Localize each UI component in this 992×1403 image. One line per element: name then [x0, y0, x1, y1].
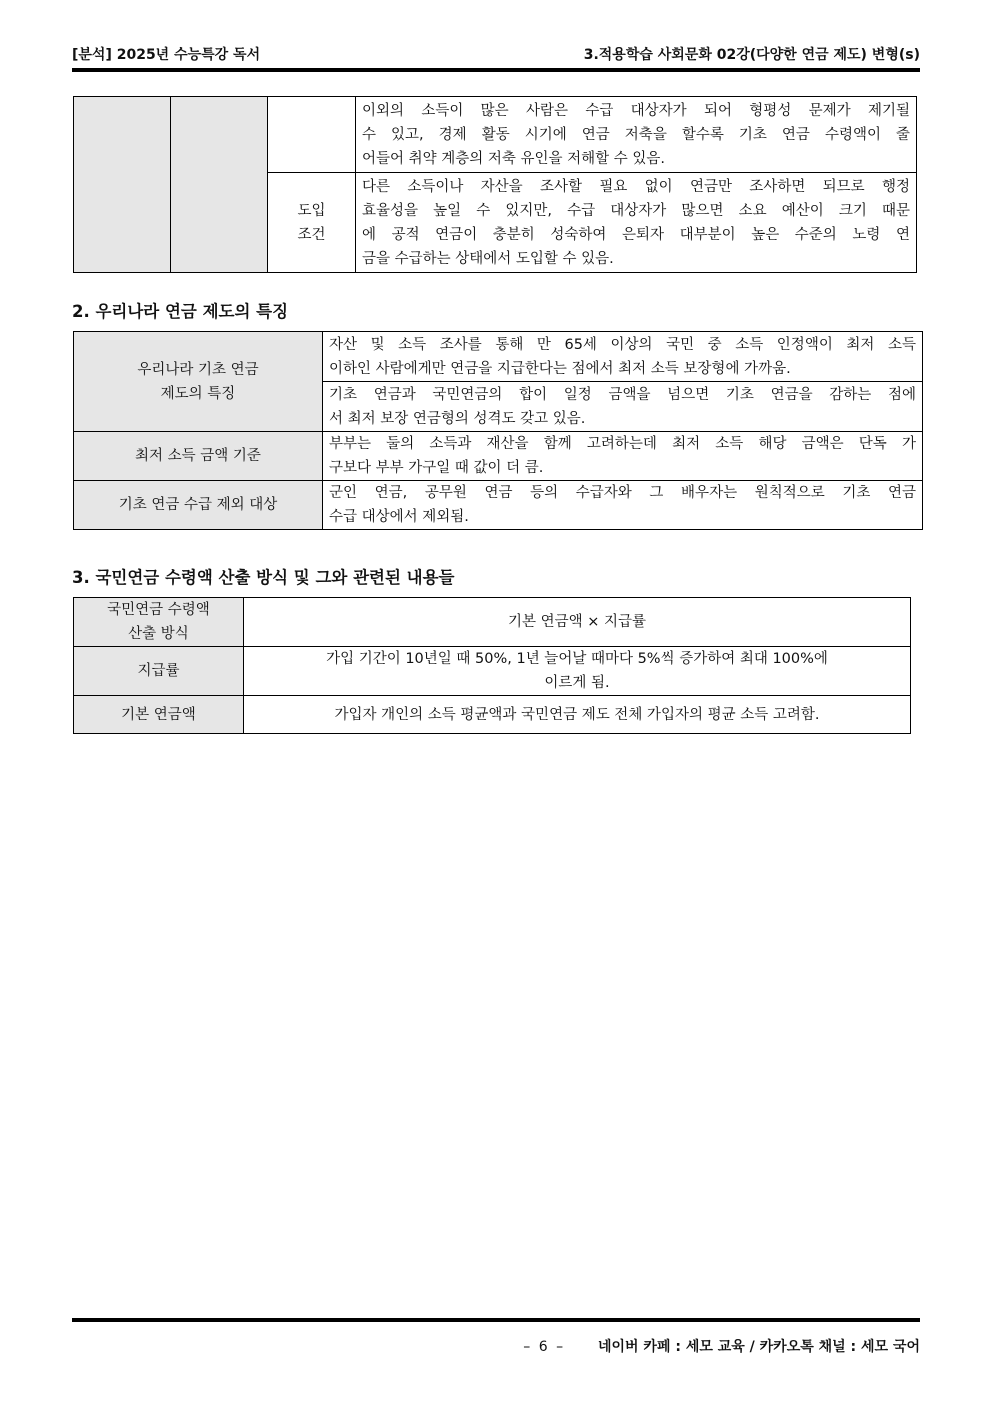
text-line: 수급 대상에서 제외됨.	[329, 509, 469, 525]
empty-cell-1	[74, 97, 171, 273]
table1-row1-text	[356, 97, 917, 173]
text-line: 어들어 취약 계층의 저축 유인을 저해할 수 있음.	[362, 150, 666, 167]
exclusion-target-text	[323, 481, 923, 530]
basic-amount-text: 가입자 개인의 소득 평균액과 국민연금 제도 전체 가입자의 평균 소득 고려함.	[244, 696, 911, 734]
text-line: 서 최저 보장 연금형의 성격도 갖고 있음.	[329, 410, 586, 427]
text-line: 군인 연금, 공무원 연금 등의 수급자와 그 배우자는 원칙적으로 기초 연금	[329, 485, 916, 501]
page-header	[72, 44, 920, 66]
empty-cell-2	[171, 97, 268, 273]
basic-amount-label: 기본 연금액	[74, 696, 244, 734]
basic-pension-feature-label: 우리나라 기초 연금 제도의 특징	[74, 332, 323, 432]
section3-title: 3. 국민연금 수령액 산출 방식 및 그와 관련된 내용들	[72, 568, 455, 587]
text-line: 효율성을 높일 수 있지만, 수급 대상자가 많으면 소요 예산이 크기 때문	[362, 202, 910, 219]
text-line: 수 있고, 경제 활동 시기에 연금 저축을 할수록 기초 연금 수령액이 줄	[362, 126, 910, 143]
continuation-table	[73, 96, 917, 273]
footer-rule	[72, 1318, 920, 1322]
text-line: 부부는 둘의 소득과 재산을 함께 고려하는데 최저 소득 해당 금액은 단독 가	[329, 436, 916, 452]
text-line: 금을 수급하는 상태에서 도입할 수 있음.	[362, 250, 614, 267]
header-right-title: 3.적용학습 사회문화 02강(다양한 연금 제도) 변형(s)	[583, 47, 920, 63]
footer-channel-text: 네이버 카페 : 세모 교육 / 카카오톡 채널 : 세모 국어	[597, 1339, 920, 1355]
text-line: 이하인 사람에게만 연금을 지급한다는 점에서 최저 소득 보장형에 가까움.	[329, 360, 791, 377]
page-number: – 6 –	[523, 1339, 566, 1355]
section2-title: 2. 우리나라 연금 제도의 특징	[72, 302, 289, 321]
adoption-condition-label: 도입 조건	[268, 173, 356, 273]
payment-rate-label: 지급률	[74, 647, 244, 696]
header-rule	[72, 68, 920, 72]
text-line: 기초 연금과 국민연금의 합이 일정 금액을 넘으면 기초 연금을 감하는 점에	[329, 386, 916, 403]
section2-table	[73, 331, 923, 530]
text-line: 자산 및 소득 조사를 통해 만 65세 이상의 국민 중 소득 인정액이 최저 소득	[329, 336, 916, 353]
calc-method-label: 국민연금 수령액 산출 방식	[74, 598, 244, 647]
calc-method-formula: 기본 연금액 × 지급률	[244, 598, 911, 647]
text-line: 에 공적 연금이 충분히 성숙하여 은퇴자 대부분이 높은 수준의 노령 연	[362, 226, 910, 243]
text-line: 다른 소득이나 자산을 조사할 필요 없이 연금만 조사하면 되므로 행정	[362, 178, 910, 195]
min-income-criteria-label: 최저 소득 금액 기준	[74, 432, 323, 481]
empty-label-cell	[268, 97, 356, 173]
page-footer	[523, 1336, 920, 1356]
feature-text-a	[323, 332, 923, 382]
payment-rate-text: 가입 기간이 10년일 때 50%, 1년 늘어날 때마다 5%씩 증가하여 최대 100%에 이르게 됨.	[244, 647, 911, 696]
exclusion-target-label: 기초 연금 수급 제외 대상	[74, 481, 323, 530]
text-line: 구보다 부부 가구일 때 값이 더 큼.	[329, 460, 544, 476]
min-income-criteria-text	[323, 432, 923, 481]
section3-table	[73, 597, 911, 734]
table1-row2-text	[356, 173, 917, 273]
feature-text-b	[323, 382, 923, 432]
text-line: 이외의 소득이 많은 사람은 수급 대상자가 되어 형평성 문제가 제기될	[362, 102, 910, 119]
header-left-title: [분석] 2025년 수능특강 독서	[72, 47, 261, 63]
